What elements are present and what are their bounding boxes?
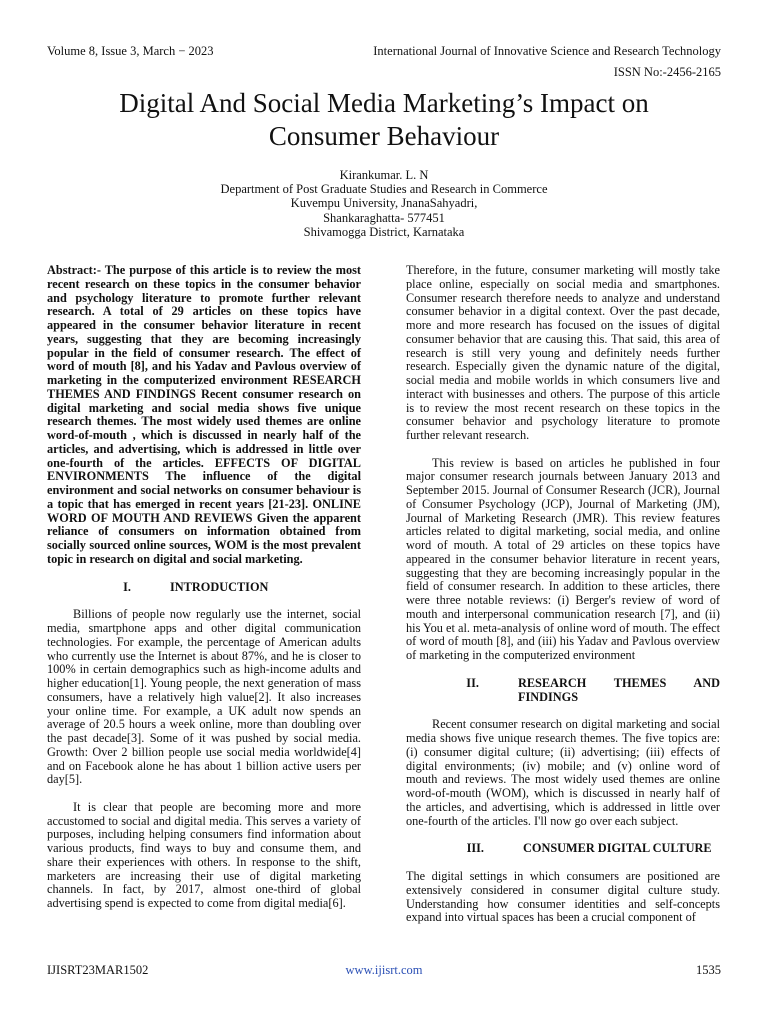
author-city: Shankaraghatta- 577451 <box>323 210 445 225</box>
abstract <box>47 264 361 567</box>
author-dept: Department of Post Graduate Studies and Research in Commerce <box>220 182 548 197</box>
section-name: INTRODUCTION <box>170 579 269 594</box>
section-heading-digital-culture <box>406 842 720 856</box>
author-district: Shivamogga District, Karnataka <box>303 224 465 239</box>
journal-name: International Journal of Innovative Science and Research Technology <box>373 44 721 58</box>
section-number: I. <box>123 579 131 594</box>
author-university: Kuvempu University, JnanaSahyadri, <box>290 196 478 211</box>
research-paragraph: Recent consumer research on digital marketing and social media shows five unique research themes. The five topics are: (i) consumer digital culture; (ii) advertising; (iii) effects of digital environments; (iv) mobile; and (v) online word of mouth and reviews. The most widely used themes are online word-of-mouth (WOM), which is discussed in nearly half of the articles, and advertising, which is addressed in little over one-fourth of the articles. I'll now go over each subject. <box>406 717 720 828</box>
footer-site <box>0 963 768 978</box>
intro-paragraph-4: This review is based on articles he published in four major consumer research journals between January 2013 and September 2015. Journal of Consumer Research (JCR), Journal of Consumer Psychology (JCP), Journal of Marketing (JM), Journal of Marketing Research (JMR). This review features articles related to digital marketing, social media, and online word of mouth. A total of 29 articles on these topics have appeared in the consumer behavior literature in recent years, suggesting that they are becoming increasingly popular in the field of consumer research. In addition to these articles, there were three notable reviews: (i) Berger's review of word of mouth and interpersonal communication research [7], and (ii) his You et al. meta-analysis of online word of mouth. The effect of word of mouth [8], and (iii) his Yadav and Pavlous overview of marketing in the computerized environment <box>406 455 720 662</box>
author-name: Kirankumar. L. N <box>339 168 429 182</box>
volume-info: Volume 8, Issue 3, March − 2023 <box>47 44 214 58</box>
section-name: CONSUMER DIGITAL CULTURE <box>523 841 712 856</box>
right-column <box>406 264 720 939</box>
abstract-label: Abstract:- <box>47 263 101 277</box>
section-number: II. <box>466 675 479 690</box>
issn: ISSN No:-2456-2165 <box>613 65 721 79</box>
site-link[interactable]: www.ijisrt.com <box>345 963 423 977</box>
paper-code: IJISRT23MAR1502 <box>47 963 149 977</box>
title-line-1: Digital And Social Media Marketing’s Impact on <box>119 88 649 118</box>
paper-title <box>40 87 728 153</box>
author-block <box>0 168 768 239</box>
left-column <box>47 264 361 925</box>
page-number: 1535 <box>696 963 721 977</box>
intro-paragraph-3: Therefore, in the future, consumer marketing will mostly take place online, especially on social media and smartphones. Consumer research therefore needs to analyze and understand consumer behavior in a digital context. Over the past decade, more and more research has focused on the issues of digital consumer behavior that are causing this. That said, this area of research is still very young and definitely needs further research. Especially given the dynamic nature of the digital, social media and mobile worlds in which consumers live and interact with businesses and others. The purpose of this article is to review the most recent research on these topics in the consumer behavior and psychology literature to promote further relevant research. <box>406 263 720 442</box>
section-heading-introduction <box>47 581 361 595</box>
title-line-2: Consumer Behaviour <box>268 121 500 151</box>
section-number: III. <box>466 841 484 856</box>
section-name: RESEARCH THEMES AND FINDINGS <box>517 675 720 704</box>
intro-paragraph-2: It is clear that people are becoming more and more accustomed to social and digital media. This serves a variety of purposes, including helping consumers find information about various products, find ways to buy and consume them, and share their experiences with others. In response to the shift, marketers are increasing their use of digital marketing channels. In fact, by 2017, almost one-third of global advertising spend is expected to come from digital media[6]. <box>47 799 361 910</box>
section-heading-research-themes <box>406 677 720 705</box>
abstract-text: The purpose of this article is to review the most recent research on these topics in the consumer behavior and psychology literature to promote further relevant research. A total of 29 articles on these topics have appeared in the consumer behavior literature in recent years, suggesting that they are becoming increasingly popular in the field of consumer research. The effect of word of mouth [8], and his Yadav and Pavlous overview of marketing in the computerized environment RESEARCH THEMES AND FINDINGS Recent consumer research on digital marketing and social media shows five unique research themes. The most widely used themes are online word-of-mouth , which is discussed in nearly half of the articles, and advertising, which is addressed in little over one-fourth of the articles. EFFECTS OF DIGITAL ENVIRONMENTS The influence of the digital environment and social networks on consumer behaviour is a topic that has emerged in recent years [21-23]. ONLINE WORD OF MOUTH AND REVIEWS Given the apparent reliance of consumers on information obtained from socially sourced online sources, WOM is the most prevalent topic in research on digital and social marketing. <box>47 263 361 566</box>
intro-paragraph-1: Billions of people now regularly use the internet, social media, smartphone apps and other digital communication technologies. For example, the percentage of American adults who currently use the Internet is about 87%, and he is closer to 100% in certain demographics such as high-income adults and higher education[1]. Young people, the next generation of mass consumers, have a relatively high value[2]. It also increases your online time. For example, a UK adult now spends an average of 20.5 hours a week online, more than doubling over the past decade[3]. Some of it was pushed by social media. Growth: Over 2 billion people use social media worldwide[4] and on Facebook alone he has about 1 billion active users per day[5]. <box>47 607 361 787</box>
culture-paragraph: The digital settings in which consumers are positioned are extensively considered in consumer digital culture study. Understanding how consumer identities and self-concepts expand into virtual spaces has been a crucial component of <box>406 869 720 925</box>
